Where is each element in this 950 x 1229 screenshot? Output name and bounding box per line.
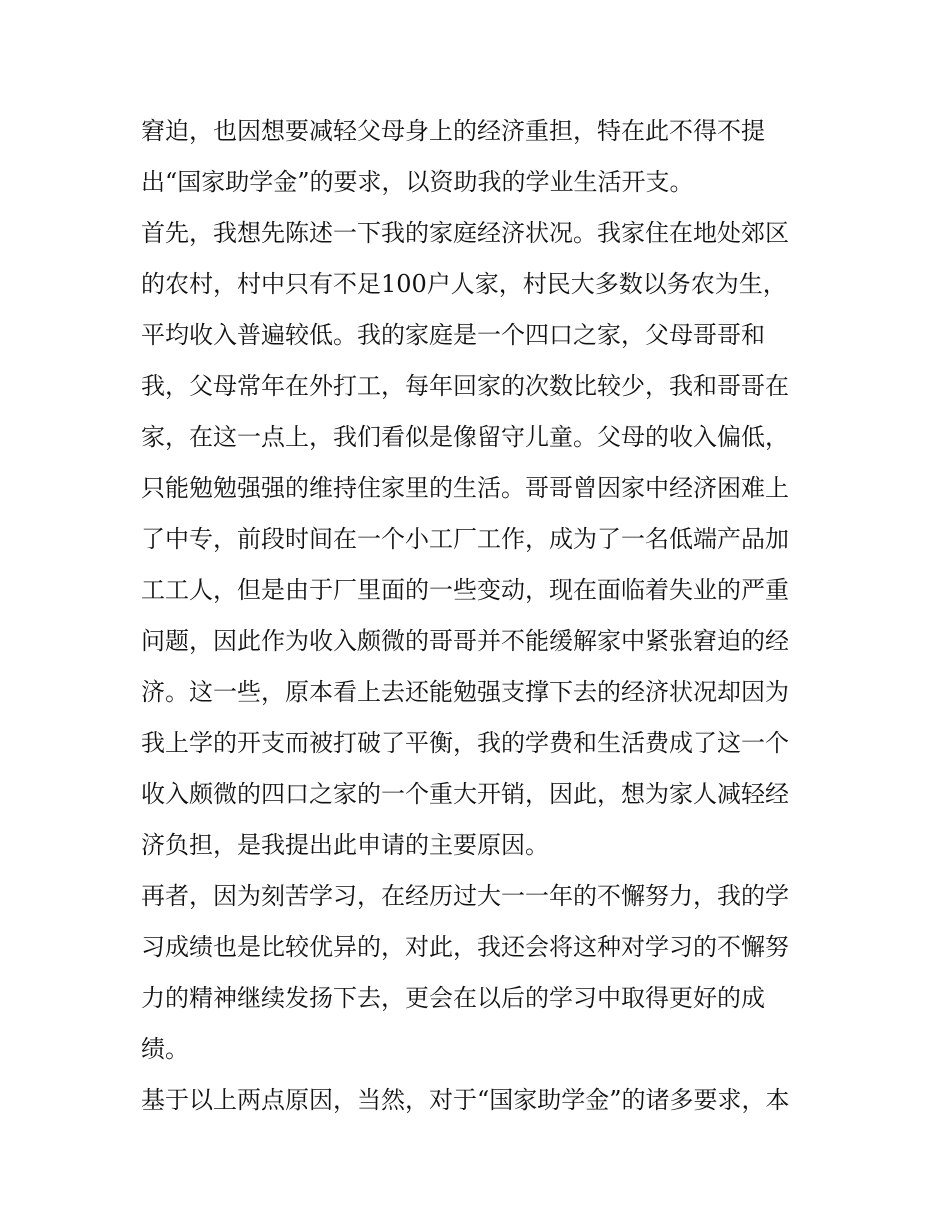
text-line: 再者，因为刻苦学习，在经历过大一一年的不懈努力，我的学	[141, 882, 789, 910]
text-line: 收入颇微的四口之家的一个重大开销，因此，想为家人减轻经	[141, 780, 789, 808]
text-line: 济负担，是我提出此申请的主要原因。	[141, 831, 549, 859]
text-line: 的农村，村中只有不足100户人家，村民大多数以务农为生，	[141, 270, 787, 298]
text-line: 力的精神继续发扬下去，更会在以后的学习中取得更好的成	[141, 984, 765, 1012]
text-line: 只能勉勉强强的维持住家里的生活。哥哥曾因家中经济困难上	[141, 474, 789, 502]
text-line: 我上学的开支而被打破了平衡，我的学费和生活费成了这一个	[141, 729, 789, 757]
text-line: 首先，我想先陈述一下我的家庭经济状况。我家住在地处郊区	[141, 219, 789, 247]
text-line: 工工人，但是由于厂里面的一些变动，现在面临着失业的严重	[141, 576, 789, 604]
text-line: 家，在这一点上，我们看似是像留守儿童。父母的收入偏低，	[141, 423, 789, 451]
text-line: 习成绩也是比较优异的，对此，我还会将这种对学习的不懈努	[141, 933, 789, 961]
text-line: 平均收入普遍较低。我的家庭是一个四口之家，父母哥哥和	[141, 321, 765, 349]
document-body	[141, 106, 813, 1126]
text-line: 基于以上两点原因，当然，对于“国家助学金”的诸多要求，本	[141, 1086, 790, 1114]
text-line: 窘迫，也因想要减轻父母身上的经济重担，特在此不得不提	[141, 117, 765, 145]
text-line: 我，父母常年在外打工，每年回家的次数比较少，我和哥哥在	[141, 372, 789, 400]
text-line: 济。这一些，原本看上去还能勉强支撑下去的经济状况却因为	[141, 678, 789, 706]
text-line: 了中专，前段时间在一个小工厂工作，成为了一名低端产品加	[141, 525, 789, 553]
text-line: 绩。	[141, 1035, 189, 1063]
text-line: 问题，因此作为收入颇微的哥哥并不能缓解家中紧张窘迫的经	[141, 627, 789, 655]
text-line: 出“国家助学金”的要求，以资助我的学业生活开支。	[141, 168, 694, 196]
